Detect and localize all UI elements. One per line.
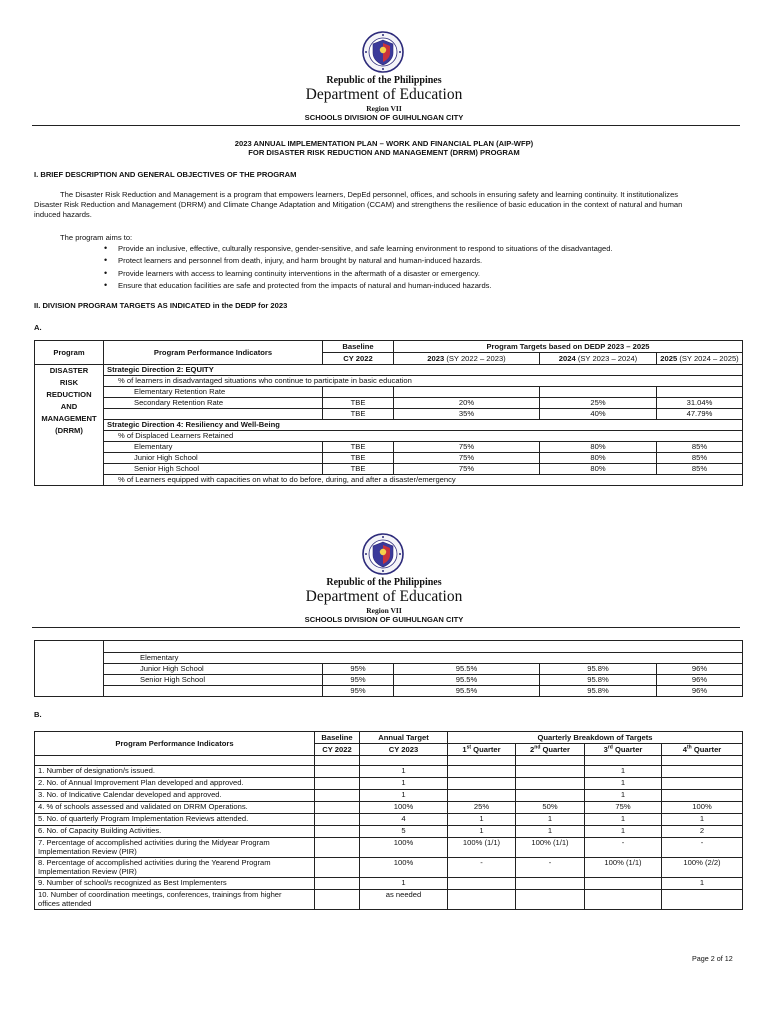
header-baseline: Baseline <box>315 732 360 744</box>
label-b: B. <box>34 710 42 719</box>
cell-annual: 1 <box>360 778 448 790</box>
header-rule <box>32 627 740 628</box>
strategic-direction-2: Strategic Direction 2: EQUITY <box>104 365 743 376</box>
cell-q3: 1 <box>585 826 662 838</box>
header-targets: Program Targets based on DEDP 2023 – 2025 <box>394 341 743 353</box>
document-title-line1: 2023 ANNUAL IMPLEMENTATION PLAN – WORK AND FINANCIAL PLAN (AIP-WFP) <box>234 139 534 148</box>
document-title-line2: FOR DISASTER RISK REDUCTION AND MANAGEMENT (DRRM) PROGRAM <box>248 148 520 157</box>
indicator-label: 4. % of schools assessed and validated on DRRM Operations. <box>35 802 315 814</box>
cell-q2: - <box>516 858 585 878</box>
table-row: TBE 35% 40% 47.79% <box>35 409 743 420</box>
header-q4: 4th Quarter <box>662 744 743 756</box>
aim-item: • Provide an inclusive, effective, culturally responsive, gender-sensitive, and safe learning environment to respond to situations of the disadvantaged. <box>104 244 744 253</box>
section1-paragraph-line3: induced hazards. <box>34 210 92 219</box>
header-year-2024: 2024 (SY 2023 – 2024) <box>540 353 657 365</box>
table-row: Elementary <box>35 653 743 664</box>
cell-baseline <box>315 766 360 778</box>
table-a <box>34 340 743 486</box>
republic-label: Republic of the Philippines <box>326 577 442 588</box>
table-row: Junior High School TBE 75% 80% 85% <box>35 453 743 464</box>
empty-row <box>35 756 743 766</box>
section1-heading: I. BRIEF DESCRIPTION AND GENERAL OBJECTIVES OF THE PROGRAM <box>34 170 297 179</box>
section2-heading: II. DIVISION PROGRAM TARGETS AS INDICATED in the DEDP for 2023 <box>34 301 288 310</box>
page-number: Page 2 of 12 <box>692 954 733 963</box>
header-annual-year: CY 2023 <box>360 744 448 756</box>
cell-q2 <box>516 790 585 802</box>
table-row: Senior High School TBE 75% 80% 85% <box>35 464 743 475</box>
department-label: Department of Education <box>305 588 463 605</box>
division-label: SCHOOLS DIVISION OF GUIHULNGAN CITY <box>304 615 464 624</box>
cell-baseline <box>315 790 360 802</box>
cell-q2: 100% (1/1) <box>516 838 585 858</box>
indicator-label: 7. Percentage of accomplished activities during the Midyear Program Implementation Review (PIR) <box>35 838 315 858</box>
cell-q3: - <box>585 838 662 858</box>
indicator-label: 9. Number of school/s recognized as Best Implementers <box>35 878 315 890</box>
table-row: Secondary Retention Rate TBE 20% 25% 31.04% <box>35 398 743 409</box>
cell-q2: 1 <box>516 814 585 826</box>
cell-q2 <box>516 778 585 790</box>
cell-q1 <box>448 766 516 778</box>
cell-annual: 5 <box>360 826 448 838</box>
header-baseline-year: CY 2022 <box>315 744 360 756</box>
cell-q3: 1 <box>585 814 662 826</box>
table-b <box>34 731 743 910</box>
table-row <box>35 814 743 826</box>
cell-q1 <box>448 790 516 802</box>
label-a: A. <box>34 323 42 332</box>
division-label: SCHOOLS DIVISION OF GUIHULNGAN CITY <box>304 113 464 122</box>
cell-q1: 100% (1/1) <box>448 838 516 858</box>
cell-q2 <box>516 878 585 890</box>
table-row <box>35 890 743 910</box>
cell-q3: 75% <box>585 802 662 814</box>
cell-q4 <box>662 890 743 910</box>
aims-list <box>104 244 744 294</box>
table-row <box>35 858 743 878</box>
cell-annual: 1 <box>360 766 448 778</box>
cell-q4 <box>662 790 743 802</box>
section1-paragraph-line2: Disaster Risk Reduction and Management (DRRM) and Climate Change Adaptation and Mitigation (CCAM) and strengthens the resilience of basic education in the context of natural and human <box>34 200 683 209</box>
indicator-label: 6. No. of Capacity Building Activities. <box>35 826 315 838</box>
table-a-continued <box>34 640 743 697</box>
cell-baseline <box>315 890 360 910</box>
cell-q3: 1 <box>585 790 662 802</box>
cell-q4: 1 <box>662 814 743 826</box>
header-q2: 2nd Quarter <box>516 744 585 756</box>
cell-q1 <box>448 890 516 910</box>
header-year-2025: 2025 (SY 2024 – 2025) <box>657 353 743 365</box>
cell-annual: 4 <box>360 814 448 826</box>
cell-q3 <box>585 878 662 890</box>
cell-q3 <box>585 890 662 910</box>
empty-row <box>104 641 743 653</box>
cell-baseline <box>315 858 360 878</box>
indicator-label: 3. No. of Indicative Calendar developed and approved. <box>35 790 315 802</box>
header-annual-target: Annual Target <box>360 732 448 744</box>
table-row: Senior High School 95% 95.5% 95.8% 96% <box>35 675 743 686</box>
republic-label: Republic of the Philippines <box>326 75 442 86</box>
cell-q2 <box>516 766 585 778</box>
department-label: Department of Education <box>305 86 463 103</box>
cell-baseline <box>315 878 360 890</box>
header-indicators: Program Performance Indicators <box>104 341 323 365</box>
region-label: Region VII <box>366 104 402 113</box>
indicator-label: 2. No. of Annual Improvement Plan developed and approved. <box>35 778 315 790</box>
cell-q1: 1 <box>448 826 516 838</box>
cell-q2: 50% <box>516 802 585 814</box>
cell-q3: 1 <box>585 778 662 790</box>
cell-baseline <box>315 838 360 858</box>
header-rule <box>32 125 740 126</box>
cell-annual: 100% <box>360 858 448 878</box>
table-row <box>35 778 743 790</box>
header-program: Program <box>35 341 104 365</box>
table-row: 95% 95.5% 95.8% 96% <box>35 686 743 697</box>
table-row: Elementary Retention Rate <box>35 387 743 398</box>
table-row <box>35 838 743 858</box>
aim-item: • Ensure that education facilities are safe and protected from the impacts of natural and human-induced hazards. <box>104 281 744 290</box>
region-label: Region VII <box>366 606 402 615</box>
strategic-direction-4: Strategic Direction 4: Resiliency and Well-Being <box>104 420 743 431</box>
header-quarterly: Quarterly Breakdown of Targets <box>448 732 743 744</box>
cell-annual: 100% <box>360 802 448 814</box>
cell-baseline <box>315 778 360 790</box>
cell-q2 <box>516 890 585 910</box>
table-row <box>35 878 743 890</box>
cell-annual: 1 <box>360 790 448 802</box>
table-row: Elementary TBE 75% 80% 85% <box>35 442 743 453</box>
cell-annual: 100% <box>360 838 448 858</box>
cell-baseline <box>315 826 360 838</box>
indicator-label: 10. Number of coordination meetings, conferences, trainings from higher offices attended <box>35 890 315 910</box>
cell-annual: as needed <box>360 890 448 910</box>
cell-q4: - <box>662 838 743 858</box>
indicator-label: 5. No. of quarterly Program Implementation Reviews attended. <box>35 814 315 826</box>
cell-annual: 1 <box>360 878 448 890</box>
cell-q2: 1 <box>516 826 585 838</box>
cell-q4: 1 <box>662 878 743 890</box>
indicator-label: 1. Number of designation/s issued. <box>35 766 315 778</box>
indicator-subheading: % of learners in disadvantaged situations who continue to participate in basic education <box>104 376 743 387</box>
cell-q4: 100% <box>662 802 743 814</box>
table-row <box>35 802 743 814</box>
cell-q1 <box>448 878 516 890</box>
header-q3: 3rd Quarter <box>585 744 662 756</box>
indicator-label: 8. Percentage of accomplished activities during the Yearend Program Implementation Review (PIR) <box>35 858 315 878</box>
cell-q3: 100% (1/1) <box>585 858 662 878</box>
aims-intro: The program aims to: <box>60 233 133 242</box>
cell-baseline <box>315 802 360 814</box>
header-year-2023: 2023 (SY 2022 – 2023) <box>394 353 540 365</box>
table-row <box>35 766 743 778</box>
cell-q1: 1 <box>448 814 516 826</box>
deped-seal-logo <box>362 533 404 575</box>
table-row <box>35 790 743 802</box>
header-baseline-year: CY 2022 <box>323 353 394 365</box>
cell-q4: 2 <box>662 826 743 838</box>
cell-q1: - <box>448 858 516 878</box>
program-name-cell: DISASTER RISK REDUCTION AND MANAGEMENT (DRRM) <box>35 365 104 486</box>
aim-item: • Provide learners with access to learning continuity interventions in the aftermath of a disaster or emergency. <box>104 269 744 278</box>
deped-seal-logo <box>362 31 404 73</box>
aim-item: • Protect learners and personnel from death, injury, and harm brought by natural and human-induced hazards. <box>104 256 744 265</box>
cell-q3: 1 <box>585 766 662 778</box>
header-indicators: Program Performance Indicators <box>35 732 315 756</box>
section1-paragraph-line1: The Disaster Risk Reduction and Management is a program that empowers learners, DepEd personnel, offices, and schools in ensuring safety and learning continuity. It institutionalizes <box>60 190 679 199</box>
header-q1: 1st Quarter <box>448 744 516 756</box>
indicator-subheading: % of Learners equipped with capacities on what to do before, during, and after a disaster/emergency <box>104 475 743 486</box>
cell-q4 <box>662 778 743 790</box>
header-baseline: Baseline <box>323 341 394 353</box>
cell-baseline <box>315 814 360 826</box>
cell-q1 <box>448 778 516 790</box>
program-name-cell <box>35 641 104 697</box>
indicator-subheading: % of Displaced Learners Retained <box>104 431 743 442</box>
table-row <box>35 826 743 838</box>
cell-q4: 100% (2/2) <box>662 858 743 878</box>
table-row: Junior High School 95% 95.5% 95.8% 96% <box>35 664 743 675</box>
cell-q4 <box>662 766 743 778</box>
cell-q1: 25% <box>448 802 516 814</box>
